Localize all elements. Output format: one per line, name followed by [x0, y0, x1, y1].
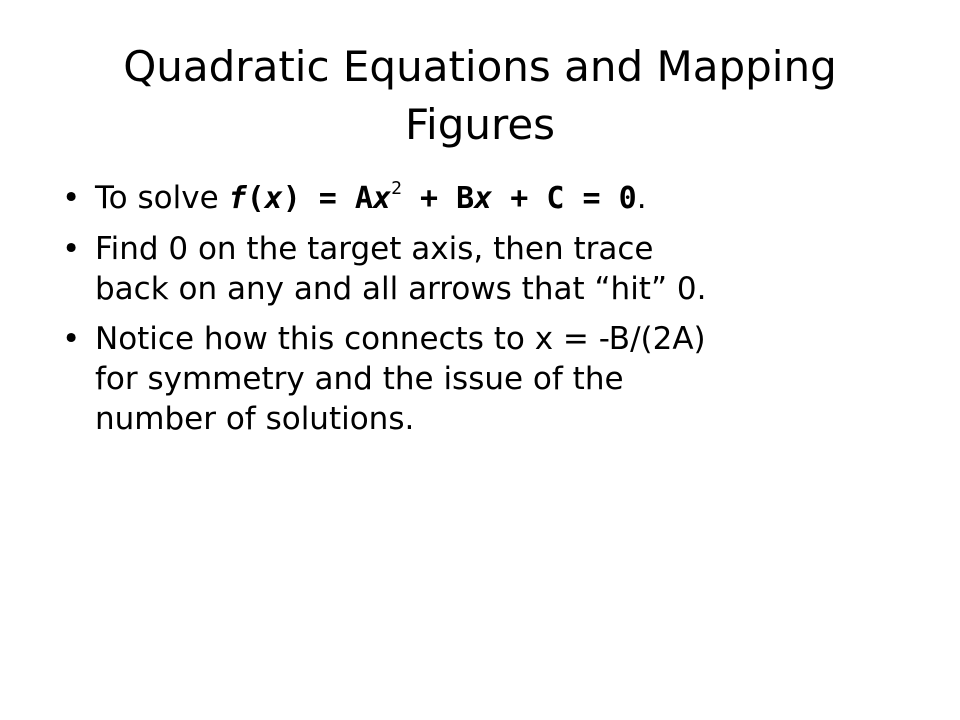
bullet-dot: •: [62, 321, 81, 357]
bullet-text-line-1: Find 0 on the target axis, then trace: [95, 231, 654, 267]
quadratic-formula: [228, 178, 637, 216]
formula-close: ) = A: [282, 181, 373, 216]
bullet-item-symmetry: [62, 319, 922, 439]
formula-f: f: [228, 181, 247, 216]
bullet-text-line-2: for symmetry and the issue of the: [95, 361, 624, 397]
bullet-item-find-zero: [62, 229, 922, 309]
formula-x-squared-base: x: [373, 181, 392, 216]
slide-title: [40, 38, 920, 154]
title-line-2: Figures: [404, 100, 556, 149]
formula-rest: + B: [401, 181, 475, 216]
bullet-text-prefix: To solve: [95, 180, 229, 216]
formula-exponent: 2: [391, 178, 402, 199]
formula-x: x: [264, 181, 283, 216]
formula-x-linear: x: [474, 181, 493, 216]
bullet-text-line-2: back on any and all arrows that “hit” 0.: [95, 271, 707, 307]
title-line-1: Quadratic Equations and Mapping: [123, 42, 837, 91]
bullet-dot: •: [62, 231, 81, 267]
bullet-dot: •: [62, 180, 81, 216]
bullet-text-suffix: .: [636, 180, 647, 216]
bullet-text-line-1: Notice how this connects to x = -B/(2A): [95, 321, 706, 357]
formula-tail: + C = 0: [492, 181, 637, 216]
formula-open: (: [246, 181, 265, 216]
bullet-item-solve: [62, 178, 922, 219]
bullet-list: [62, 178, 922, 449]
bullet-text-line-3: number of solutions.: [95, 401, 415, 437]
